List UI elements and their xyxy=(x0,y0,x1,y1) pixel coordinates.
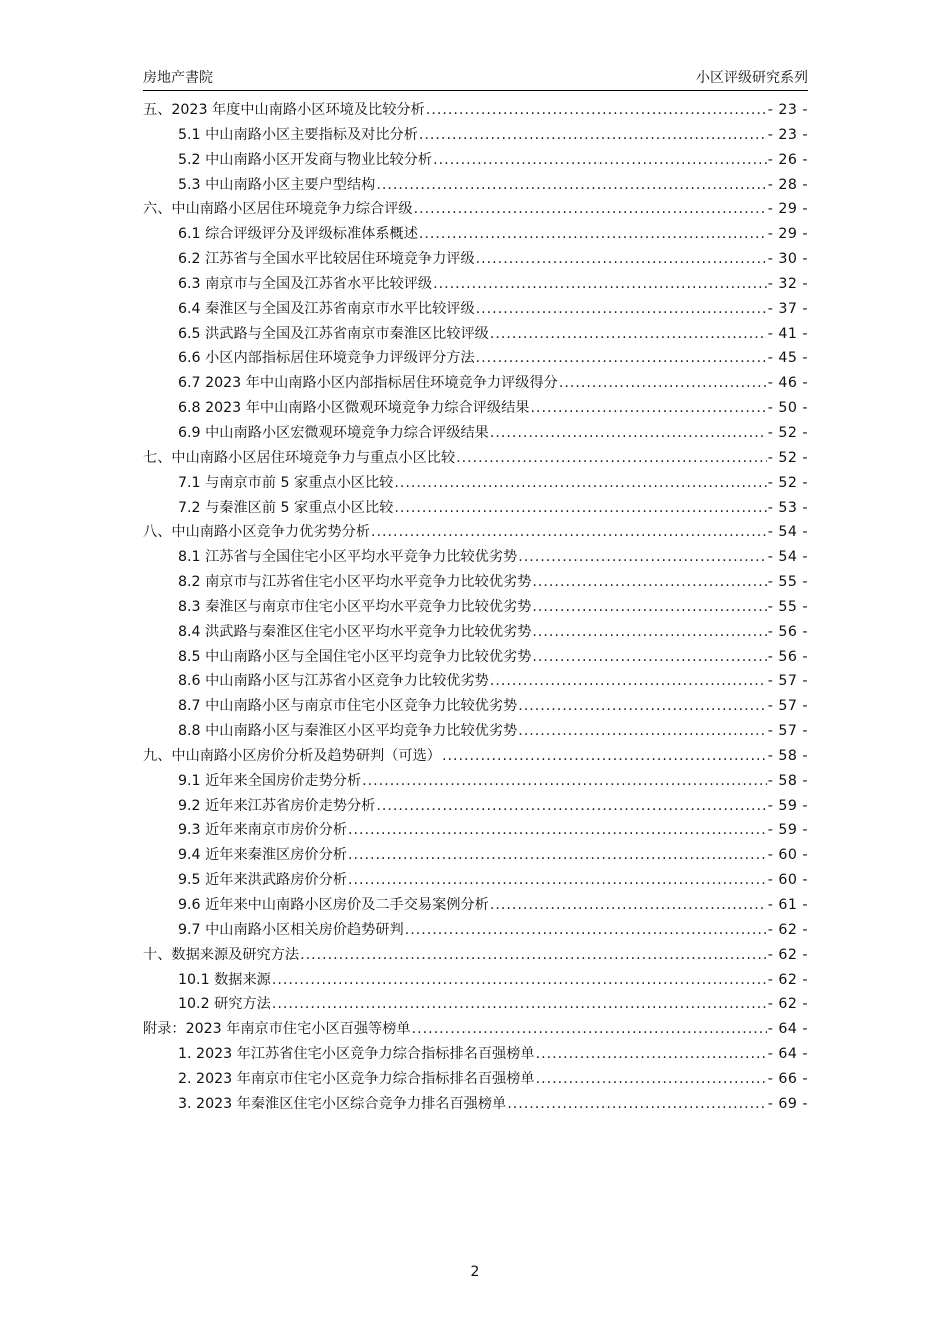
toc-dot-leader xyxy=(490,897,767,913)
toc-entry-title: 3. 2023 年秦淮区住宅小区综合竞争力排名百强榜单 xyxy=(178,1095,507,1112)
toc-entry-page: - 58 - xyxy=(767,772,808,789)
toc-dot-leader xyxy=(536,1071,767,1087)
toc-dot-leader xyxy=(348,822,767,838)
toc-dot-leader xyxy=(490,326,767,342)
toc-dot-leader xyxy=(518,549,766,565)
toc-entry-page: - 62 - xyxy=(767,946,808,963)
toc-dot-leader xyxy=(433,276,767,292)
toc-section-entry[interactable] xyxy=(143,869,808,894)
toc-dot-leader xyxy=(490,673,767,689)
toc-section-entry[interactable] xyxy=(143,149,808,174)
toc-entry-page: - 50 - xyxy=(767,400,808,417)
toc-entry-page: - 57 - xyxy=(767,673,808,690)
toc-entry-title: 8.8 中山南路小区与秦淮区小区平均竞争力比较优劣势 xyxy=(178,723,518,740)
toc-entry-page: - 69 - xyxy=(767,1095,808,1112)
toc-entry-title: 1. 2023 年江苏省住宅小区竞争力综合指标排名百强榜单 xyxy=(178,1046,535,1063)
toc-dot-leader xyxy=(412,1021,767,1037)
toc-section-entry[interactable] xyxy=(143,472,808,497)
toc-section-entry[interactable] xyxy=(143,844,808,869)
toc-entry-title: 6.8 2023 年中山南路小区微观环境竞争力综合评级结果 xyxy=(178,400,530,417)
toc-entry-title: 8.1 江苏省与全国住宅小区平均水平竞争力比较优劣势 xyxy=(178,549,518,566)
toc-entry-page: - 29 - xyxy=(767,201,808,218)
toc-section-entry[interactable] xyxy=(143,347,808,372)
toc-entry-title: 五、2023 年度中山南路小区环境及比较分析 xyxy=(143,102,425,118)
toc-section-entry[interactable] xyxy=(143,1093,808,1118)
toc-entry-title: 七、中山南路小区居住环境竞争力与重点小区比较 xyxy=(143,449,456,466)
toc-dot-leader xyxy=(419,127,767,143)
toc-section-entry[interactable] xyxy=(143,695,808,720)
toc-section-entry[interactable] xyxy=(143,1043,808,1068)
toc-section-entry[interactable] xyxy=(143,919,808,944)
toc-dot-leader xyxy=(272,996,767,1012)
toc-entry-page: - 58 - xyxy=(767,747,808,764)
toc-entry-page: - 54 - xyxy=(767,549,808,566)
toc-entry-page: - 59 - xyxy=(767,797,808,814)
toc-dot-leader xyxy=(532,599,766,615)
toc-entry-page: - 52 - xyxy=(767,449,808,466)
toc-entry-title: 8.5 中山南路小区与全国住宅小区平均竞争力比较优劣势 xyxy=(178,648,532,665)
toc-entry-title: 6.5 洪武路与全国及江苏省南京市秦淮区比较评级 xyxy=(178,325,489,342)
toc-section-entry[interactable] xyxy=(143,397,808,422)
toc-dot-leader xyxy=(476,350,767,366)
toc-entry-page: - 45 - xyxy=(767,350,808,367)
toc-entry-title: 10.2 研究方法 xyxy=(178,996,271,1013)
toc-dot-leader xyxy=(536,1046,767,1062)
toc-dot-leader xyxy=(476,301,767,317)
toc-entry-page: - 30 - xyxy=(767,251,808,268)
toc-section-entry[interactable] xyxy=(143,770,808,795)
header-publisher: 房地产書院 xyxy=(143,70,213,86)
toc-entry-page: - 55 - xyxy=(767,598,808,615)
toc-section-entry[interactable] xyxy=(143,497,808,522)
toc-chapter-entry[interactable] xyxy=(143,521,808,546)
header-series-title: 小区评级研究系列 xyxy=(696,70,808,86)
toc-entry-title: 5.2 中山南路小区开发商与物业比较分析 xyxy=(178,151,433,168)
toc-entry-title: 六、中山南路小区居住环境竞争力综合评级 xyxy=(143,201,413,218)
toc-dot-leader xyxy=(559,375,767,391)
toc-chapter-entry[interactable] xyxy=(143,99,808,124)
toc-entry-page: - 52 - xyxy=(767,424,808,441)
page-number: 2 xyxy=(470,1264,480,1280)
toc-entry-page: - 26 - xyxy=(767,151,808,168)
toc-section-entry[interactable] xyxy=(143,795,808,820)
toc-chapter-entry[interactable] xyxy=(143,944,808,969)
toc-entry-title: 6.6 小区内部指标居住环境竞争力评级评分方法 xyxy=(178,350,475,367)
toc-entry-page: - 62 - xyxy=(767,996,808,1013)
toc-entry-title: 8.7 中山南路小区与南京市住宅小区竞争力比较优劣势 xyxy=(178,698,518,715)
toc-entry-title: 6.7 2023 年中山南路小区内部指标居住环境竞争力评级得分 xyxy=(178,375,558,392)
toc-entry-page: - 64 - xyxy=(767,1046,808,1063)
toc-entry-title: 9.7 中山南路小区相关房价趋势研判 xyxy=(178,921,404,938)
toc-chapter-entry[interactable] xyxy=(143,1018,808,1043)
table-of-contents xyxy=(143,99,808,1118)
toc-section-entry[interactable] xyxy=(143,720,808,745)
toc-dot-leader xyxy=(507,1096,766,1112)
toc-dot-leader xyxy=(476,251,767,267)
toc-entry-title: 8.3 秦淮区与南京市住宅小区平均水平竞争力比较优劣势 xyxy=(178,598,532,615)
toc-dot-leader xyxy=(532,574,766,590)
toc-section-entry[interactable] xyxy=(143,372,808,397)
toc-section-entry[interactable] xyxy=(143,248,808,273)
toc-entry-page: - 32 - xyxy=(767,275,808,292)
toc-section-entry[interactable] xyxy=(143,819,808,844)
toc-dot-leader xyxy=(348,872,767,888)
toc-entry-page: - 53 - xyxy=(767,499,808,516)
toc-entry-title: 7.2 与秦淮区前 5 家重点小区比较 xyxy=(178,499,394,516)
toc-entry-page: - 62 - xyxy=(767,921,808,938)
toc-entry-title: 6.9 中山南路小区宏微观环境竞争力综合评级结果 xyxy=(178,424,489,441)
toc-section-entry[interactable] xyxy=(143,422,808,447)
toc-chapter-entry[interactable] xyxy=(143,198,808,223)
toc-dot-leader xyxy=(376,177,766,193)
toc-entry-page: - 57 - xyxy=(767,698,808,715)
toc-section-entry[interactable] xyxy=(143,571,808,596)
toc-dot-leader xyxy=(405,922,767,938)
toc-entry-title: 8.2 南京市与江苏省住宅小区平均水平竞争力比较优劣势 xyxy=(178,574,532,591)
toc-section-entry[interactable] xyxy=(143,223,808,248)
toc-entry-page: - 56 - xyxy=(767,623,808,640)
toc-section-entry[interactable] xyxy=(143,894,808,919)
toc-entry-page: - 60 - xyxy=(767,847,808,864)
toc-entry-title: 九、中山南路小区房价分析及趋势研判（可选） xyxy=(143,747,441,764)
toc-section-entry[interactable] xyxy=(143,993,808,1018)
toc-entry-page: - 54 - xyxy=(767,524,808,541)
toc-entry-title: 7.1 与南京市前 5 家重点小区比较 xyxy=(178,474,394,491)
toc-entry-title: 9.5 近年来洪武路房价分析 xyxy=(178,872,347,889)
toc-entry-page: - 57 - xyxy=(767,723,808,740)
toc-entry-page: - 62 - xyxy=(767,971,808,988)
toc-dot-leader xyxy=(419,226,767,242)
toc-dot-leader xyxy=(300,947,767,963)
toc-entry-title: 9.4 近年来秦淮区房价分析 xyxy=(178,847,347,864)
toc-entry-page: - 56 - xyxy=(767,648,808,665)
toc-entry-page: - 61 - xyxy=(767,897,808,913)
toc-entry-title: 十、数据来源及研究方法 xyxy=(143,946,300,963)
toc-dot-leader xyxy=(530,400,766,416)
toc-entry-page: - 41 - xyxy=(767,325,808,342)
toc-entry-title: 5.1 中山南路小区主要指标及对比分析 xyxy=(178,126,418,143)
toc-entry-title: 2. 2023 年南京市住宅小区竞争力综合指标排名百强榜单 xyxy=(178,1070,535,1087)
toc-entry-page: - 28 - xyxy=(767,176,808,193)
toc-chapter-entry[interactable] xyxy=(143,447,808,472)
toc-chapter-entry[interactable] xyxy=(143,745,808,770)
toc-entry-page: - 23 - xyxy=(767,126,808,143)
toc-entry-page: - 46 - xyxy=(767,375,808,392)
toc-dot-leader xyxy=(518,723,766,739)
toc-entry-title: 6.3 南京市与全国及江苏省水平比较评级 xyxy=(178,275,433,292)
toc-entry-title: 10.1 数据来源 xyxy=(178,971,271,988)
toc-dot-leader xyxy=(376,798,766,814)
toc-section-entry[interactable] xyxy=(143,174,808,199)
toc-dot-leader xyxy=(490,425,767,441)
toc-section-entry[interactable] xyxy=(143,298,808,323)
toc-section-entry[interactable] xyxy=(143,596,808,621)
page-header xyxy=(143,66,808,91)
toc-entry-title: 9.6 近年来中山南路小区房价及二手交易案例分析 xyxy=(178,897,489,913)
toc-entry-title: 8.6 中山南路小区与江苏省小区竞争力比较优劣势 xyxy=(178,673,489,690)
toc-dot-leader xyxy=(426,102,767,118)
toc-section-entry[interactable] xyxy=(143,621,808,646)
toc-section-entry[interactable] xyxy=(143,546,808,571)
toc-dot-leader xyxy=(394,500,766,516)
toc-entry-title: 6.1 综合评级评分及评级标准体系概述 xyxy=(178,226,418,243)
toc-dot-leader xyxy=(371,524,767,540)
toc-entry-page: - 60 - xyxy=(767,872,808,889)
toc-entry-title: 附录：2023 年南京市住宅小区百强等榜单 xyxy=(143,1021,411,1038)
toc-section-entry[interactable] xyxy=(143,1068,808,1093)
toc-entry-page: - 23 - xyxy=(767,102,808,118)
toc-dot-leader xyxy=(532,649,766,665)
toc-dot-leader xyxy=(532,624,766,640)
toc-section-entry[interactable] xyxy=(143,124,808,149)
toc-entry-page: - 55 - xyxy=(767,574,808,591)
toc-dot-leader xyxy=(362,773,767,789)
toc-entry-title: 6.2 江苏省与全国水平比较居住环境竞争力评级 xyxy=(178,251,475,268)
toc-dot-leader xyxy=(456,450,767,466)
toc-dot-leader xyxy=(433,152,767,168)
toc-dot-leader xyxy=(414,201,767,217)
toc-entry-title: 5.3 中山南路小区主要户型结构 xyxy=(178,176,376,193)
toc-entry-page: - 52 - xyxy=(767,474,808,491)
toc-dot-leader xyxy=(394,475,766,491)
toc-dot-leader xyxy=(272,972,767,988)
toc-entry-title: 8.4 洪武路与秦淮区住宅小区平均水平竞争力比较优劣势 xyxy=(178,623,532,640)
toc-section-entry[interactable] xyxy=(143,670,808,695)
toc-entry-page: - 29 - xyxy=(767,226,808,243)
toc-dot-leader xyxy=(518,698,766,714)
toc-section-entry[interactable] xyxy=(143,323,808,348)
toc-section-entry[interactable] xyxy=(143,969,808,994)
toc-entry-title: 9.1 近年来全国房价走势分析 xyxy=(178,772,362,789)
toc-entry-title: 9.2 近年来江苏省房价走势分析 xyxy=(178,797,376,814)
toc-entry-page: - 66 - xyxy=(767,1070,808,1087)
toc-entry-title: 八、中山南路小区竞争力优劣势分析 xyxy=(143,524,371,541)
toc-dot-leader xyxy=(348,847,767,863)
toc-entry-page: - 37 - xyxy=(767,300,808,317)
toc-entry-title: 9.3 近年来南京市房价分析 xyxy=(178,822,347,839)
toc-section-entry[interactable] xyxy=(143,646,808,671)
toc-dot-leader xyxy=(442,748,767,764)
toc-entry-page: - 64 - xyxy=(767,1021,808,1038)
toc-entry-title: 6.4 秦淮区与全国及江苏省南京市水平比较评级 xyxy=(178,300,475,317)
toc-section-entry[interactable] xyxy=(143,273,808,298)
toc-entry-page: - 59 - xyxy=(767,822,808,839)
